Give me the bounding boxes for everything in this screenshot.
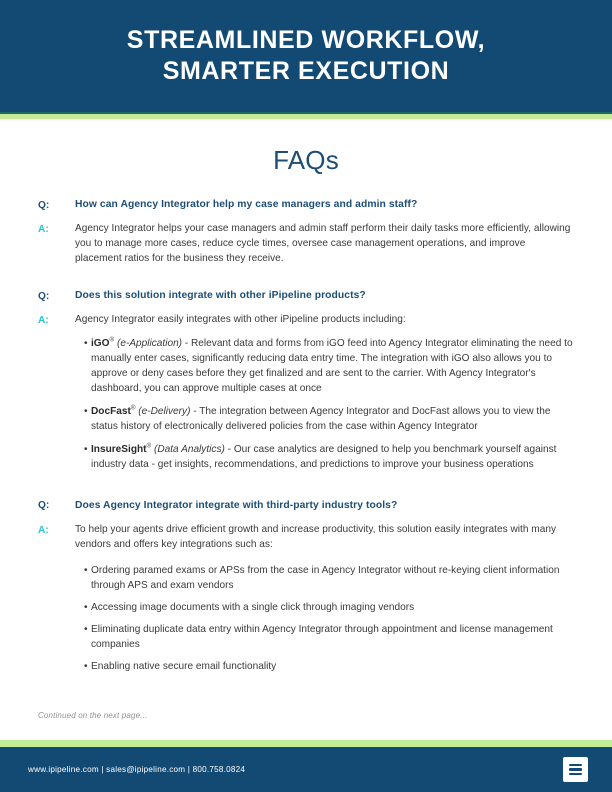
faq-item-2 [38,289,574,473]
footer-bar [0,747,612,792]
list-item-body [91,443,574,473]
product-name: InsureSight [91,443,147,455]
list-item-text: Enabling native secure email functionality [91,660,277,672]
faq-question-row [38,499,574,514]
faq-answer-text: Agency Integrator helps your case managers and admin staff perform their daily tasks more efficiently, allowing you to manage more cases, reduce cycle times, oversee case management operations, and improve placement ratios for the business they receive. [75,223,571,265]
faq-answer-row [38,313,574,472]
answer-marker: A: [38,314,49,326]
list-item [84,601,574,616]
product-bullet-list [75,337,574,473]
list-item [84,405,574,435]
registered-mark-icon: ® [146,442,152,450]
faq-question-text: Does this solution integrate with other iPipeline products? [75,290,366,302]
ipipeline-logo-icon [563,757,588,782]
logo-bar-2 [569,768,582,770]
page-content [0,145,612,682]
integration-bullet-list [75,564,574,675]
registered-mark-icon: ® [109,336,115,344]
list-item [84,337,574,397]
header-title-line-1: STREAMLINED WORKFLOW, [126,25,486,54]
logo-bar-1 [569,764,582,766]
question-marker: Q: [38,500,50,512]
page-footer [0,740,612,792]
list-item-text: - Relevant data and forms from iGO feed into Agency Integrator eliminating the need to manually enter cases, significantly reducing data entry time. The integration with iGO also allows you to approve or deny cases before they get finalized and are sent to the carrier. With Agency Integrator's dashboard, you can approve multiple cases at once [91,338,573,395]
faq-question-text: Does Agency Integrator integrate with third-party industry tools? [75,499,398,511]
list-item [84,443,574,473]
list-item-text: - The integration between Agency Integrator and DocFast allows you to view the status history of electronically delivered policies from the case within Agency Integrator [91,406,551,432]
faq-question-text: How can Agency Integrator help my case managers and admin staff? [75,199,418,210]
faq-answer-row [38,523,574,682]
list-item-body [91,405,574,435]
product-name: DocFast [91,406,131,418]
continued-note: Continued on the next page... [38,711,148,720]
list-item-body [91,337,574,397]
footer-green-rule [0,740,612,747]
faq-answer-row [38,222,574,267]
logo-bar-3 [569,773,582,775]
bullet-icon: • [84,564,88,576]
header-title [127,25,485,88]
header-green-rule [0,114,612,119]
faq-question-row [38,198,574,213]
list-item [84,564,574,594]
list-item-text: Ordering paramed exams or APSs from the case in Agency Integrator without re-keying client information through APS and exam vendors [91,564,560,591]
product-kind: (Data Analytics) [153,443,225,455]
bullet-icon: • [84,406,88,418]
bullet-icon: • [84,338,88,350]
list-item [84,623,574,653]
product-kind: (e-Application) [116,338,183,350]
bullet-icon: • [84,623,88,635]
list-item-text: - Our case analytics are designed to help you benchmark yourself against industry data - get insights, recommendations, and predictions to improve your business operations [91,443,557,470]
footer-contact-text[interactable]: www.ipipeline.com | sales@ipipeline.com | 800.758.0824 [28,765,246,774]
bullet-icon: • [84,660,88,672]
question-marker: Q: [38,199,50,211]
page-header [0,0,612,112]
bullet-icon: • [84,443,88,455]
page-title: FAQs [273,145,339,175]
product-kind: (e-Delivery) [138,406,191,418]
faq-question-row [38,289,574,304]
question-marker: Q: [38,290,50,302]
faq-item-3 [38,499,574,682]
bullet-icon: • [84,601,88,613]
answer-marker: A: [38,223,49,235]
list-item [84,660,574,675]
faq-item-1 [38,198,574,267]
faq-answer-text: To help your agents drive efficient growth and increase productivity, this solution easily integrates with many vendors and offers key integrations such as: [75,524,556,551]
answer-marker: A: [38,524,49,536]
list-item-text: Accessing image documents with a single click through imaging vendors [91,601,415,613]
registered-mark-icon: ® [130,404,136,412]
faq-answer-text: Agency Integrator easily integrates with other iPipeline products including: [75,314,406,326]
list-item-text: Eliminating duplicate data entry within Agency Integrator through appointment and license management companies [91,623,553,650]
header-title-line-2: SMARTER EXECUTION [162,57,450,85]
product-name: iGO [91,338,110,350]
